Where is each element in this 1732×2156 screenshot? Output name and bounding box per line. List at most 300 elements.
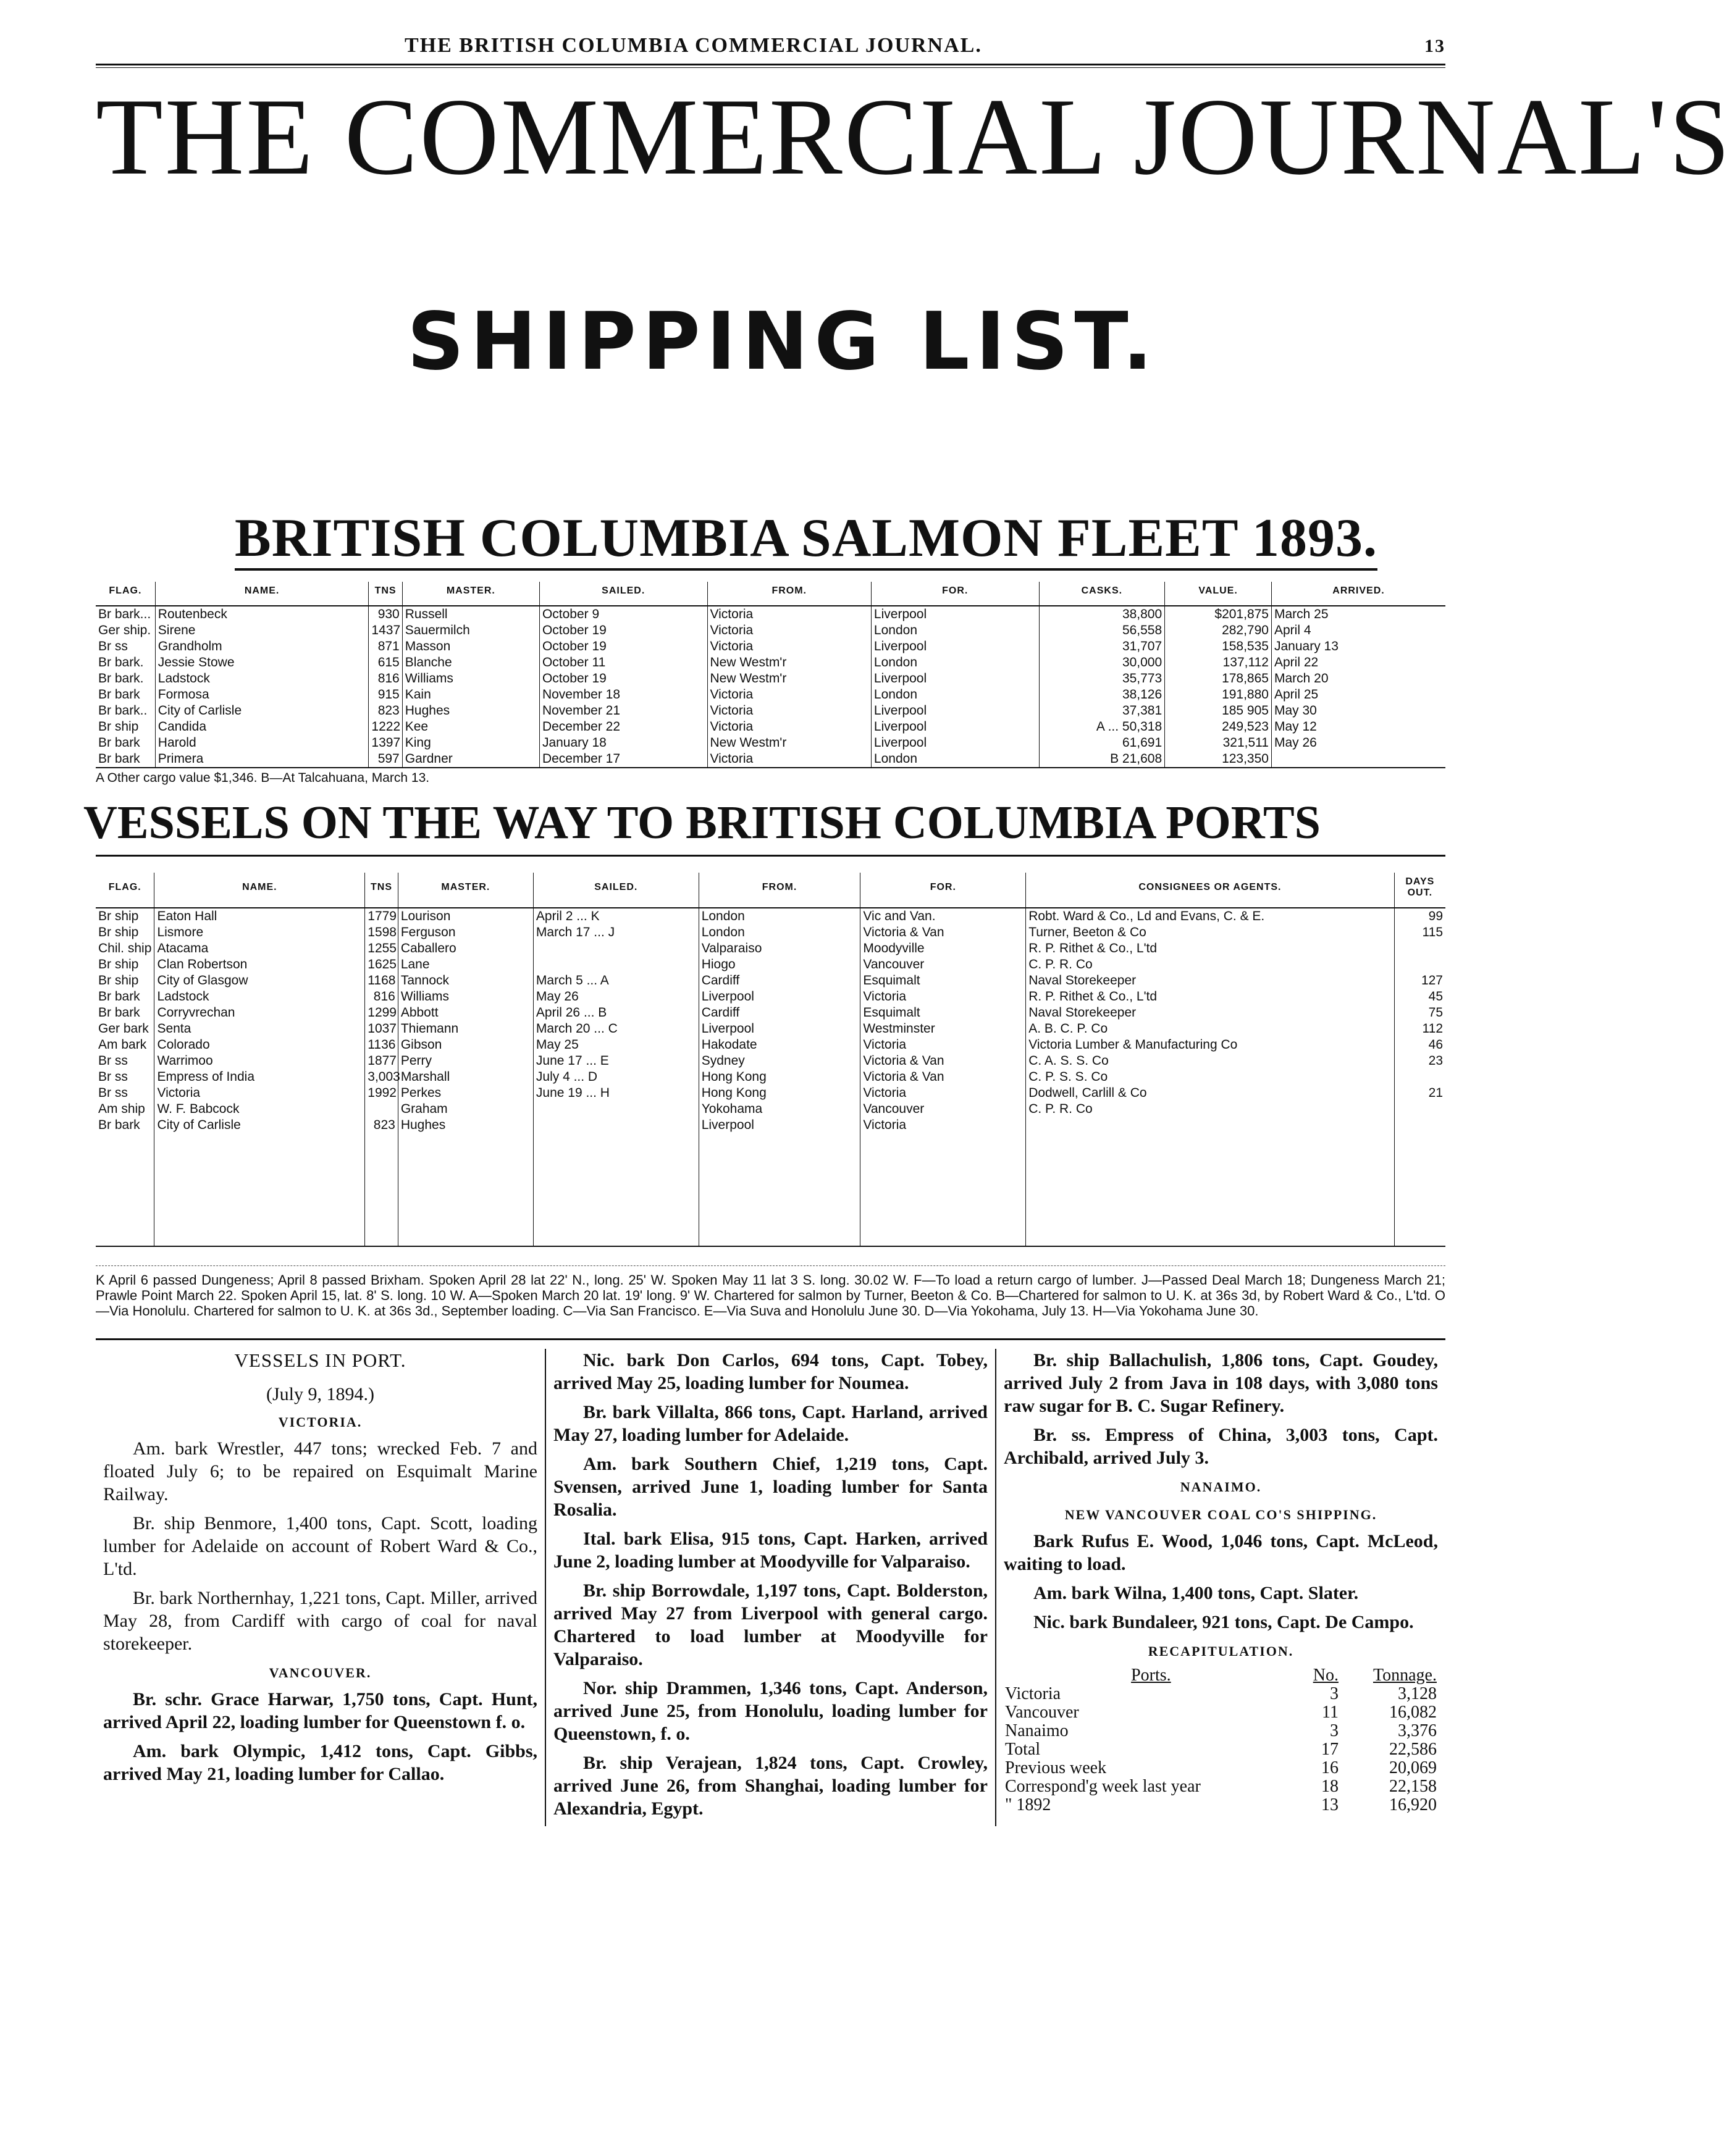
blank-cell: [699, 1149, 860, 1165]
masthead: THE COMMERCIAL JOURNAL'S: [96, 75, 1732, 198]
table-cell: Br bark...: [98, 607, 151, 621]
table-row: [96, 751, 1445, 768]
fleet-column-header: ARRIVED.: [1271, 582, 1445, 606]
blank-cell: [860, 1149, 1026, 1165]
vessel-entry: Ital. bark Elisa, 915 tons, Capt. Harken, arrived June 2, loading lumber at Moodyville for Valparaiso.: [553, 1529, 988, 1572]
table-cell: Hong Kong: [699, 1069, 860, 1085]
table-cell: March 17 ... J: [533, 925, 699, 941]
table-cell: Routenbeck: [155, 606, 369, 623]
fleet-body: [96, 606, 1445, 768]
table-cell: Liverpool: [871, 703, 1039, 719]
table-cell: Victoria: [707, 639, 871, 655]
table-row: [96, 957, 1445, 973]
vessel-entry: Am. bark Olympic, 1,412 tons, Capt. Gibbs, arrived May 21, loading lumber for Callao.: [103, 1741, 537, 1784]
table-cell: 1397: [369, 735, 402, 751]
table-cell: [1026, 1117, 1394, 1133]
table-cell: Victoria & Van: [860, 1069, 1026, 1085]
fleet-column-header: TNS: [369, 582, 402, 606]
table-cell: March 20 ... C: [533, 1021, 699, 1037]
table-cell: 597: [369, 751, 402, 768]
table-cell: King: [402, 735, 539, 751]
recap-cell: 11: [1321, 1703, 1339, 1722]
table-cell: Liverpool: [699, 1117, 860, 1133]
table-cell: Sirene: [155, 623, 369, 639]
table-cell: 871: [369, 639, 402, 655]
table-cell: 1598: [365, 925, 398, 941]
vancouver-heading: VANCOUVER.: [269, 1665, 372, 1680]
blank-cell: [365, 1149, 398, 1165]
table-cell: 615: [369, 655, 402, 671]
table-cell: New Westm'r: [707, 655, 871, 671]
table-cell: C. P. R. Co: [1026, 1101, 1394, 1117]
recap-cell: Vancouver: [1005, 1703, 1079, 1722]
table-cell: London: [699, 908, 860, 925]
table-cell: 56,558: [1039, 623, 1165, 639]
table-cell: October 19: [539, 639, 707, 655]
table-cell: London: [871, 623, 1039, 639]
table-cell: Williams: [398, 989, 533, 1005]
blank-cell: [860, 1230, 1026, 1246]
table-cell: 115: [1394, 925, 1445, 941]
table-cell: June 19 ... H: [533, 1085, 699, 1101]
table-cell: 45: [1394, 989, 1445, 1005]
table-cell: Ferguson: [398, 925, 533, 941]
table-cell: Lane: [398, 957, 533, 973]
table-row: [96, 655, 1445, 671]
table-cell: June 17 ... E: [533, 1053, 699, 1069]
table-row: [96, 973, 1445, 989]
table-cell: April 22: [1271, 655, 1445, 671]
header-rule: [96, 64, 1445, 65]
table-cell: London: [871, 751, 1039, 768]
table-cell: Br ss: [98, 639, 128, 653]
table-cell: New Westm'r: [707, 735, 871, 751]
victoria-heading: VICTORIA.: [278, 1414, 363, 1430]
blank-cell: [699, 1198, 860, 1214]
blank-cell: [699, 1181, 860, 1198]
table-cell: Br bark: [98, 1118, 140, 1132]
table-cell: Victoria & Van: [860, 1053, 1026, 1069]
table-cell: 1037: [365, 1021, 398, 1037]
blank-cell: [1026, 1149, 1394, 1165]
table-cell: April 4: [1271, 623, 1445, 639]
table-cell: 21: [1394, 1085, 1445, 1101]
table-cell: May 30: [1271, 703, 1445, 719]
fleet-header-row: [96, 582, 1445, 606]
recap-cell: 3,376: [1398, 1721, 1437, 1740]
table-row: [96, 925, 1445, 941]
vessels-rule: [96, 855, 1445, 857]
table-cell: April 26 ... B: [533, 1005, 699, 1021]
table-cell: Br ship: [98, 957, 139, 971]
table-cell: Abbott: [398, 1005, 533, 1021]
blank-cell: [1394, 1149, 1445, 1165]
table-cell: Clan Robertson: [154, 957, 365, 973]
fleet-column-header: CASKS.: [1039, 582, 1165, 606]
blank-cell: [1026, 1181, 1394, 1198]
table-cell: 1168: [365, 973, 398, 989]
table-cell: City of Carlisle: [154, 1117, 365, 1133]
table-cell: 282,790: [1165, 623, 1272, 639]
table-cell: Victoria: [154, 1085, 365, 1101]
recap-cell: 16,082: [1389, 1703, 1437, 1722]
recap-column-header: No.: [1313, 1666, 1339, 1685]
blank-cell: [398, 1181, 533, 1198]
table-row: [96, 908, 1445, 925]
vancouver-list-1: [103, 1688, 537, 1785]
table-cell: Hakodate: [699, 1037, 860, 1053]
table-cell: Hiogo: [699, 957, 860, 973]
table-cell: 816: [369, 671, 402, 687]
table-row: [96, 1053, 1445, 1069]
table-cell: Esquimalt: [860, 973, 1026, 989]
blank-cell: [96, 1214, 154, 1230]
recap-body: [1004, 1685, 1438, 1814]
table-cell: Ladstock: [154, 989, 365, 1005]
nanaimo-list: [1004, 1530, 1438, 1634]
recap-cell: 13: [1321, 1795, 1339, 1814]
blank-row: [96, 1230, 1445, 1246]
table-row: [96, 703, 1445, 719]
way-column-header: FOR.: [860, 873, 1026, 908]
table-cell: Chil. ship: [98, 941, 152, 955]
footnote: K April 6 passed Dungeness; April 8 passed Brixham. Spoken April 28 lat 22' N., long. 25' W. Spoken May 11 lat 3 S. long. 30.02 W. F—To load a return cargo of lumber. J—Passed Deal March 18; Dungeness March 21; Prawle Point March 22. Spoken April 15, lat. 8' S. long. 10 W. A—Spoken March 20 lat. 19' long. 9' W. Chartered for salmon by Turner, Beeton & Co. B—Chartered for salmon to U. K. at 36s 3d, by Robert Ward & Co., L'td. O—Via Honolulu. Chartered for salmon to U. K. at 36s 3d., September loading. C—Via San Francisco. E—Via Suva and Honolulu June 30. D—Via Yokohama, July 13. H—Via Yokohama June 30.: [96, 1265, 1445, 1319]
vessel-entry: Nor. ship Drammen, 1,346 tons, Capt. Anderson, arrived June 25, from Honolulu, loading lumber for Queenstown, f. o.: [553, 1678, 988, 1744]
table-cell: Br bark: [98, 736, 140, 750]
table-cell: Graham: [398, 1101, 533, 1117]
table-cell: 123,350: [1165, 751, 1272, 768]
table-cell: Formosa: [155, 687, 369, 703]
recap-header-row: [1004, 1666, 1438, 1685]
recap-row: [1004, 1777, 1438, 1796]
blank-cell: [1026, 1133, 1394, 1149]
vessel-entry: Bark Rufus E. Wood, 1,046 tons, Capt. McLeod, waiting to load.: [1004, 1531, 1438, 1574]
recap-row: [1004, 1722, 1438, 1740]
table-cell: Ladstock: [155, 671, 369, 687]
table-cell: Cardiff: [699, 1005, 860, 1021]
table-row: [96, 1037, 1445, 1053]
table-cell: 23: [1394, 1053, 1445, 1069]
blank-cell: [96, 1149, 154, 1165]
table-cell: Marshall: [398, 1069, 533, 1085]
table-cell: 99: [1394, 908, 1445, 925]
recap-cell: " 1892: [1005, 1795, 1051, 1814]
table-cell: May 12: [1271, 719, 1445, 735]
table-cell: 30,000: [1039, 655, 1165, 671]
blank-cell: [699, 1165, 860, 1181]
table-cell: Br ship: [98, 719, 139, 734]
table-cell: Vancouver: [860, 957, 1026, 973]
table-cell: 823: [365, 1117, 398, 1133]
blank-row: [96, 1133, 1445, 1149]
vessel-entry: Br. ship Borrowdale, 1,197 tons, Capt. Bolderston, arrived May 27 from Liverpool with general cargo. Chartered to load lumber at Moodyville for Valparaiso.: [553, 1580, 988, 1669]
table-cell: 823: [369, 703, 402, 719]
recap-cell: 18: [1321, 1777, 1339, 1796]
blank-row: [96, 1198, 1445, 1214]
blank-cell: [154, 1181, 365, 1198]
table-cell: London: [871, 687, 1039, 703]
vessel-entry: Nic. bark Bundaleer, 921 tons, Capt. De Campo.: [1033, 1612, 1414, 1632]
table-cell: Gibson: [398, 1037, 533, 1053]
table-cell: 158,535: [1165, 639, 1272, 655]
table-cell: Br bark.: [98, 655, 144, 669]
table-cell: Br ss: [98, 1054, 128, 1068]
blank-cell: [1026, 1230, 1394, 1246]
way-column-header: TNS: [365, 873, 398, 908]
table-cell: Br ship: [98, 909, 139, 923]
table-cell: Sauermilch: [402, 623, 539, 639]
table-cell: Naval Storekeeper: [1026, 973, 1394, 989]
blank-cell: [154, 1214, 365, 1230]
recap-cell: Correspond'g week last year: [1005, 1777, 1201, 1796]
table-cell: Liverpool: [871, 719, 1039, 735]
table-cell: March 25: [1271, 606, 1445, 623]
way-column-header: CONSIGNEES OR AGENTS.: [1026, 873, 1394, 908]
table-row: [96, 639, 1445, 655]
blank-cell: [154, 1165, 365, 1181]
table-cell: 1255: [365, 941, 398, 957]
table-cell: 37,381: [1039, 703, 1165, 719]
recap-row: [1004, 1685, 1438, 1703]
table-cell: Hughes: [398, 1117, 533, 1133]
table-cell: 191,880: [1165, 687, 1272, 703]
blank-cell: [533, 1165, 699, 1181]
fleet-title: BRITISH COLUMBIA SALMON FLEET 1893.: [96, 511, 1445, 566]
blank-cell: [1026, 1165, 1394, 1181]
nanaimo-subheading: NEW VANCOUVER COAL CO'S SHIPPING.: [1064, 1507, 1377, 1522]
way-column-header: FLAG.: [96, 873, 154, 908]
table-cell: 1136: [365, 1037, 398, 1053]
vessel-entry: Am. bark Southern Chief, 1,219 tons, Capt. Svensen, arrived June 1, loading lumber for Santa Rosalia.: [553, 1454, 988, 1520]
blank-cell: [365, 1133, 398, 1149]
recap-cell: Nanaimo: [1005, 1721, 1069, 1740]
blank-cell: [860, 1165, 1026, 1181]
vessel-entry: Br. bark Villalta, 866 tons, Capt. Harland, arrived May 27, loading lumber for Adelaide.: [553, 1402, 988, 1445]
table-cell: Jessie Stowe: [155, 655, 369, 671]
table-cell: Grandholm: [155, 639, 369, 655]
table-cell: April 2 ... K: [533, 908, 699, 925]
port-title: VESSELS IN PORT.: [234, 1349, 406, 1371]
way-column-header: FROM.: [699, 873, 860, 908]
table-cell: 46: [1394, 1037, 1445, 1053]
table-cell: Atacama: [154, 941, 365, 957]
victoria-list: [103, 1437, 537, 1655]
table-cell: Victoria: [707, 623, 871, 639]
vessels-in-port-section: [96, 1338, 1445, 1826]
table-cell: Russell: [402, 606, 539, 623]
table-cell: 185 905: [1165, 703, 1272, 719]
table-cell: Westminster: [860, 1021, 1026, 1037]
blank-cell: [860, 1133, 1026, 1149]
table-cell: 38,126: [1039, 687, 1165, 703]
vessel-entry: Br. schr. Grace Harwar, 1,750 tons, Capt. Hunt, arrived April 22, loading lumber for Queenstown f. o.: [103, 1689, 537, 1732]
page-number: 13: [1424, 36, 1445, 56]
column-1: [96, 1349, 545, 1826]
vessel-entry: Br. ship Ballachulish, 1,806 tons, Capt. Goudey, arrived July 2 from Java in 108 days, with 3,080 tons raw sugar for B. C. Sugar Refinery.: [1004, 1350, 1438, 1416]
table-cell: Naval Storekeeper: [1026, 1005, 1394, 1021]
way-header-row: [96, 873, 1445, 908]
table-cell: Br bark: [96, 751, 155, 768]
way-column-header: MASTER.: [398, 873, 533, 908]
table-cell: Lismore: [154, 925, 365, 941]
table-cell: Victoria: [707, 751, 871, 768]
table-cell: July 4 ... D: [533, 1069, 699, 1085]
blank-cell: [1394, 1165, 1445, 1181]
blank-cell: [154, 1230, 365, 1246]
table-cell: March 20: [1271, 671, 1445, 687]
table-cell: Br bark: [98, 687, 140, 702]
table-cell: Ger bark: [98, 1021, 149, 1036]
table-row: [96, 1021, 1445, 1037]
recap-cell: 16,920: [1389, 1795, 1437, 1814]
blank-row: [96, 1149, 1445, 1165]
table-cell: Br ss: [98, 1086, 128, 1100]
recap-cell: 3,128: [1398, 1684, 1437, 1703]
blank-cell: [1394, 1181, 1445, 1198]
table-cell: [533, 1101, 699, 1117]
table-row: [96, 1117, 1445, 1133]
table-cell: Victoria & Van: [860, 925, 1026, 941]
table-cell: Liverpool: [871, 639, 1039, 655]
table-cell: Br ship: [98, 925, 139, 939]
table-cell: Br bark.: [98, 671, 144, 686]
blank-cell: [1394, 1214, 1445, 1230]
blank-cell: [860, 1214, 1026, 1230]
table-row: [96, 606, 1445, 623]
blank-cell: [154, 1133, 365, 1149]
table-cell: 61,691: [1039, 735, 1165, 751]
table-row: [96, 989, 1445, 1005]
blank-cell: [365, 1214, 398, 1230]
table-row: [96, 719, 1445, 735]
recap-column-header: Ports.: [1131, 1666, 1171, 1685]
table-cell: Vancouver: [860, 1101, 1026, 1117]
table-cell: 137,112: [1165, 655, 1272, 671]
table-cell: $201,875: [1165, 606, 1272, 623]
table-cell: W. F. Babcock: [154, 1101, 365, 1117]
table-cell: Br ship: [98, 973, 139, 988]
table-cell: 75: [1394, 1005, 1445, 1021]
blank-cell: [96, 1198, 154, 1214]
table-cell: Am ship: [98, 1102, 145, 1116]
table-cell: Candida: [155, 719, 369, 735]
blank-cell: [699, 1133, 860, 1149]
table-cell: Liverpool: [699, 989, 860, 1005]
blank-cell: [365, 1230, 398, 1246]
blank-cell: [533, 1149, 699, 1165]
way-column-header: DAYS OUT.: [1394, 873, 1445, 908]
table-cell: Williams: [402, 671, 539, 687]
vessels-on-the-way-table: [96, 873, 1445, 1247]
blank-cell: [398, 1165, 533, 1181]
table-cell: Dodwell, Carlill & Co: [1026, 1085, 1394, 1101]
blank-cell: [1026, 1198, 1394, 1214]
blank-cell: [365, 1165, 398, 1181]
table-cell: Harold: [155, 735, 369, 751]
table-row: [96, 941, 1445, 957]
column-3: [995, 1349, 1445, 1826]
blank-cell: [398, 1149, 533, 1165]
table-cell: Br bark..: [98, 703, 148, 718]
table-cell: Valparaiso: [699, 941, 860, 957]
table-cell: October 11: [539, 655, 707, 671]
table-cell: Tannock: [398, 973, 533, 989]
blank-row: [96, 1214, 1445, 1230]
table-cell: Victoria: [860, 989, 1026, 1005]
fleet-table: [96, 582, 1445, 768]
table-cell: Eaton Hall: [154, 908, 365, 925]
table-cell: C. P. S. S. Co: [1026, 1069, 1394, 1085]
vessel-entry: Am. bark Wrestler, 447 tons; wrecked Feb. 7 and floated July 6; to be repaired on Esquimalt Marine Railway.: [103, 1438, 537, 1504]
vessel-entry: Nic. bark Don Carlos, 694 tons, Capt. Tobey, arrived May 25, loading lumber for Noumea.: [553, 1350, 988, 1393]
table-cell: Masson: [402, 639, 539, 655]
table-cell: December 17: [539, 751, 707, 768]
blank-cell: [398, 1214, 533, 1230]
fleet-column-header: FLAG.: [96, 582, 155, 606]
blank-cell: [1394, 1230, 1445, 1246]
table-cell: Vic and Van.: [860, 908, 1026, 925]
table-cell: 930: [369, 606, 402, 623]
blank-cell: [699, 1214, 860, 1230]
recap-table: [1004, 1666, 1438, 1814]
blank-cell: [398, 1133, 533, 1149]
table-cell: Victoria: [707, 703, 871, 719]
fleet-column-header: FROM.: [707, 582, 871, 606]
recap-cell: 3: [1329, 1684, 1339, 1703]
recap-row: [1004, 1759, 1438, 1777]
table-cell: Cardiff: [699, 973, 860, 989]
blank-cell: [398, 1230, 533, 1246]
recap-cell: Total: [1005, 1740, 1041, 1759]
table-cell: January 18: [539, 735, 707, 751]
table-row: [96, 1069, 1445, 1085]
table-row: [96, 1005, 1445, 1021]
table-cell: Perkes: [398, 1085, 533, 1101]
blank-cell: [1026, 1214, 1394, 1230]
table-cell: Hong Kong: [699, 1085, 860, 1101]
table-cell: Victoria: [707, 719, 871, 735]
table-row: [96, 687, 1445, 703]
table-cell: Warrimoo: [154, 1053, 365, 1069]
table-cell: 1992: [365, 1085, 398, 1101]
fleet-column-header: MASTER.: [402, 582, 539, 606]
blank-cell: [860, 1181, 1026, 1198]
header-rule-thin: [96, 67, 1445, 68]
running-title: THE BRITISH COLUMBIA COMMERCIAL JOURNAL.: [405, 34, 982, 57]
table-cell: 915: [369, 687, 402, 703]
table-cell: R. P. Rithet & Co., L'td: [1026, 989, 1394, 1005]
blank-cell: [533, 1230, 699, 1246]
blank-cell: [96, 1165, 154, 1181]
table-row: [96, 735, 1445, 751]
table-cell: 1437: [369, 623, 402, 639]
recap-column-header: Tonnage.: [1373, 1666, 1437, 1685]
table-cell: 321,511: [1165, 735, 1272, 751]
recap-row: [1004, 1703, 1438, 1722]
table-cell: 1299: [365, 1005, 398, 1021]
table-cell: April 25: [1271, 687, 1445, 703]
table-cell: Yokohama: [699, 1101, 860, 1117]
subhead: SHIPPING LIST.: [407, 296, 1159, 388]
table-cell: Empress of India: [154, 1069, 365, 1085]
recap-cell: 3: [1329, 1721, 1339, 1740]
table-cell: Kain: [402, 687, 539, 703]
table-cell: Lourison: [398, 908, 533, 925]
table-cell: 112: [1394, 1021, 1445, 1037]
recap-cell: 22,586: [1389, 1740, 1437, 1759]
blank-cell: [96, 1230, 154, 1246]
blank-cell: [533, 1181, 699, 1198]
